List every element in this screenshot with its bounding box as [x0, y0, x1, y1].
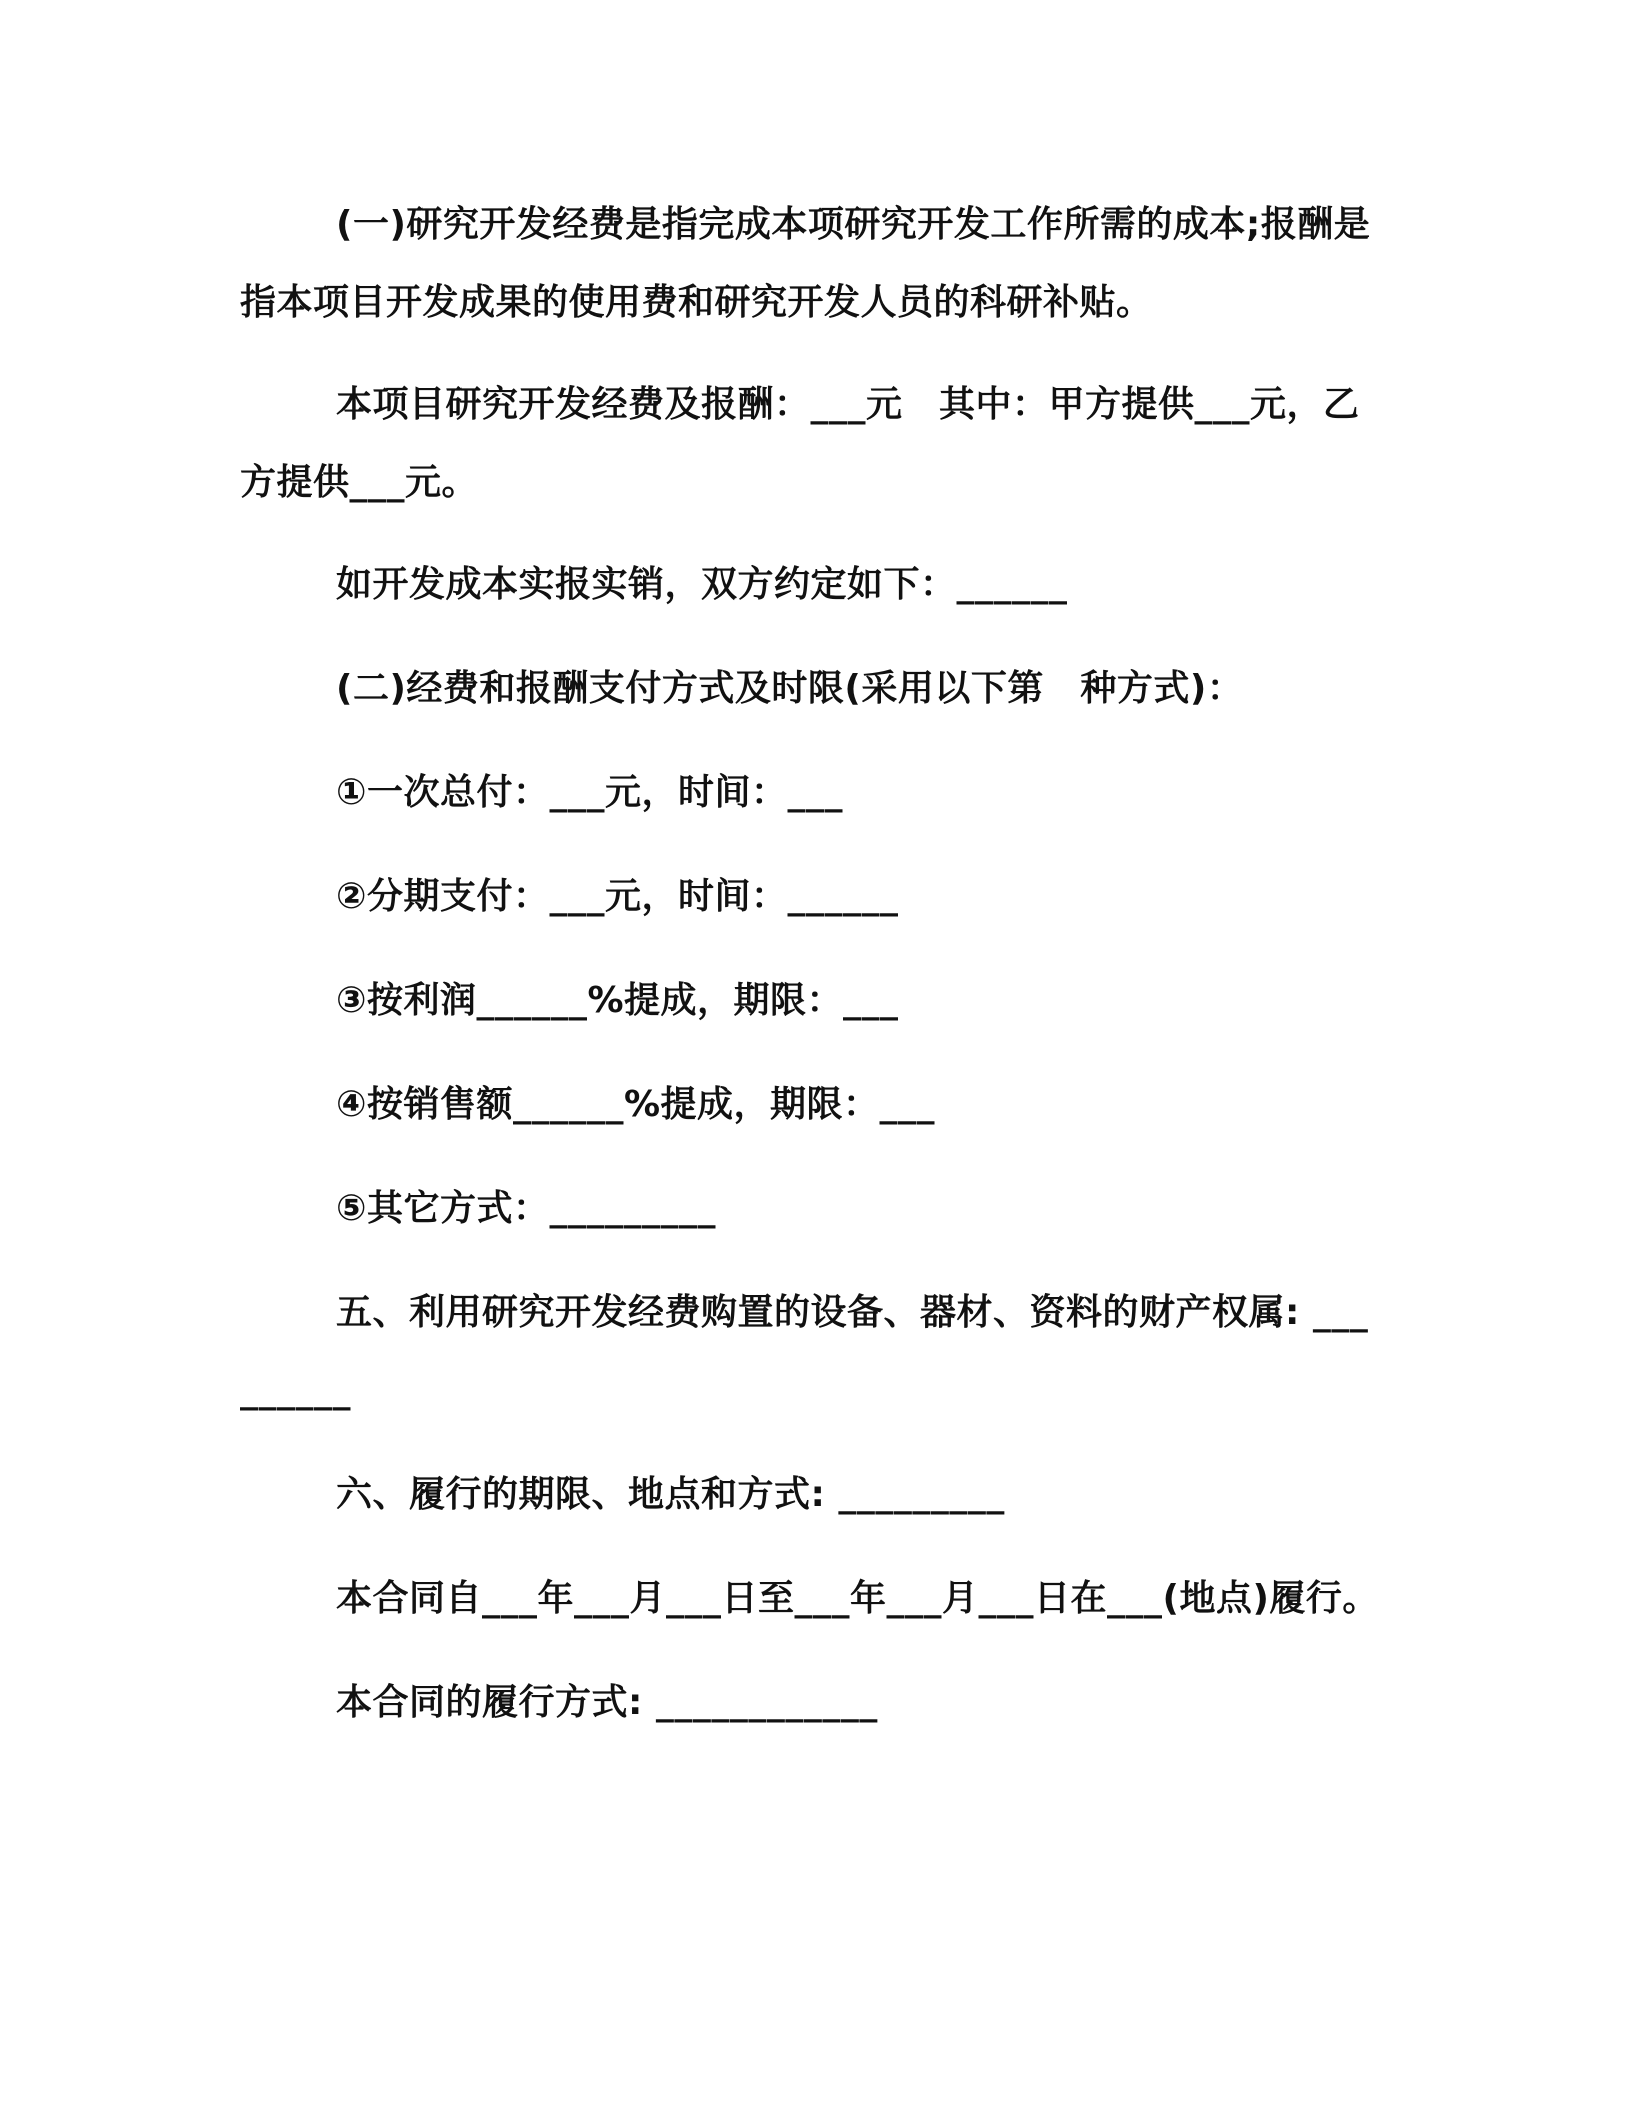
paragraph-performance-terms: 六、履行的期限、地点和方式: _________	[336, 1474, 1005, 1515]
paragraph-payment-method-heading: (二)经费和报酬支付方式及时限(采用以下第 种方式)：	[336, 668, 1244, 709]
paragraph-property-rights: 五、利用研究开发经费购置的设备、器材、资料的财产权属: _________	[240, 1292, 1369, 1411]
document-body	[240, 186, 1380, 1742]
paragraph-payment-option-2: ②分期支付：___元，时间：______	[336, 876, 899, 917]
paragraph-payment-option-5: ⑤其它方式：_________	[336, 1188, 716, 1229]
paragraph-performance-method: 本合同的履行方式: ____________	[336, 1682, 878, 1723]
paragraph-actual-cost: 如开发成本实报实销，双方约定如下：______	[336, 564, 1068, 605]
paragraph-performance-period: 本合同自___年___月___日至___年___月___日在___(地点)履行。	[336, 1578, 1379, 1619]
paragraph-payment-option-1: ①一次总付：___元，时间：___	[336, 772, 843, 813]
paragraph-payment-option-3: ③按利润______%提成，期限：___	[336, 980, 899, 1021]
paragraph-funding-amount: 本项目研究开发经费及报酬：___元 其中：甲方提供___元，乙方提供___元。	[240, 384, 1360, 503]
paragraph-funding-definition: (一)研究开发经费是指完成本项研究开发工作所需的成本;报酬是指本项目开发成果的使用费和研究开发人员的科研补贴。	[240, 204, 1371, 323]
paragraph-payment-option-4: ④按销售额______%提成，期限：___	[336, 1084, 936, 1125]
